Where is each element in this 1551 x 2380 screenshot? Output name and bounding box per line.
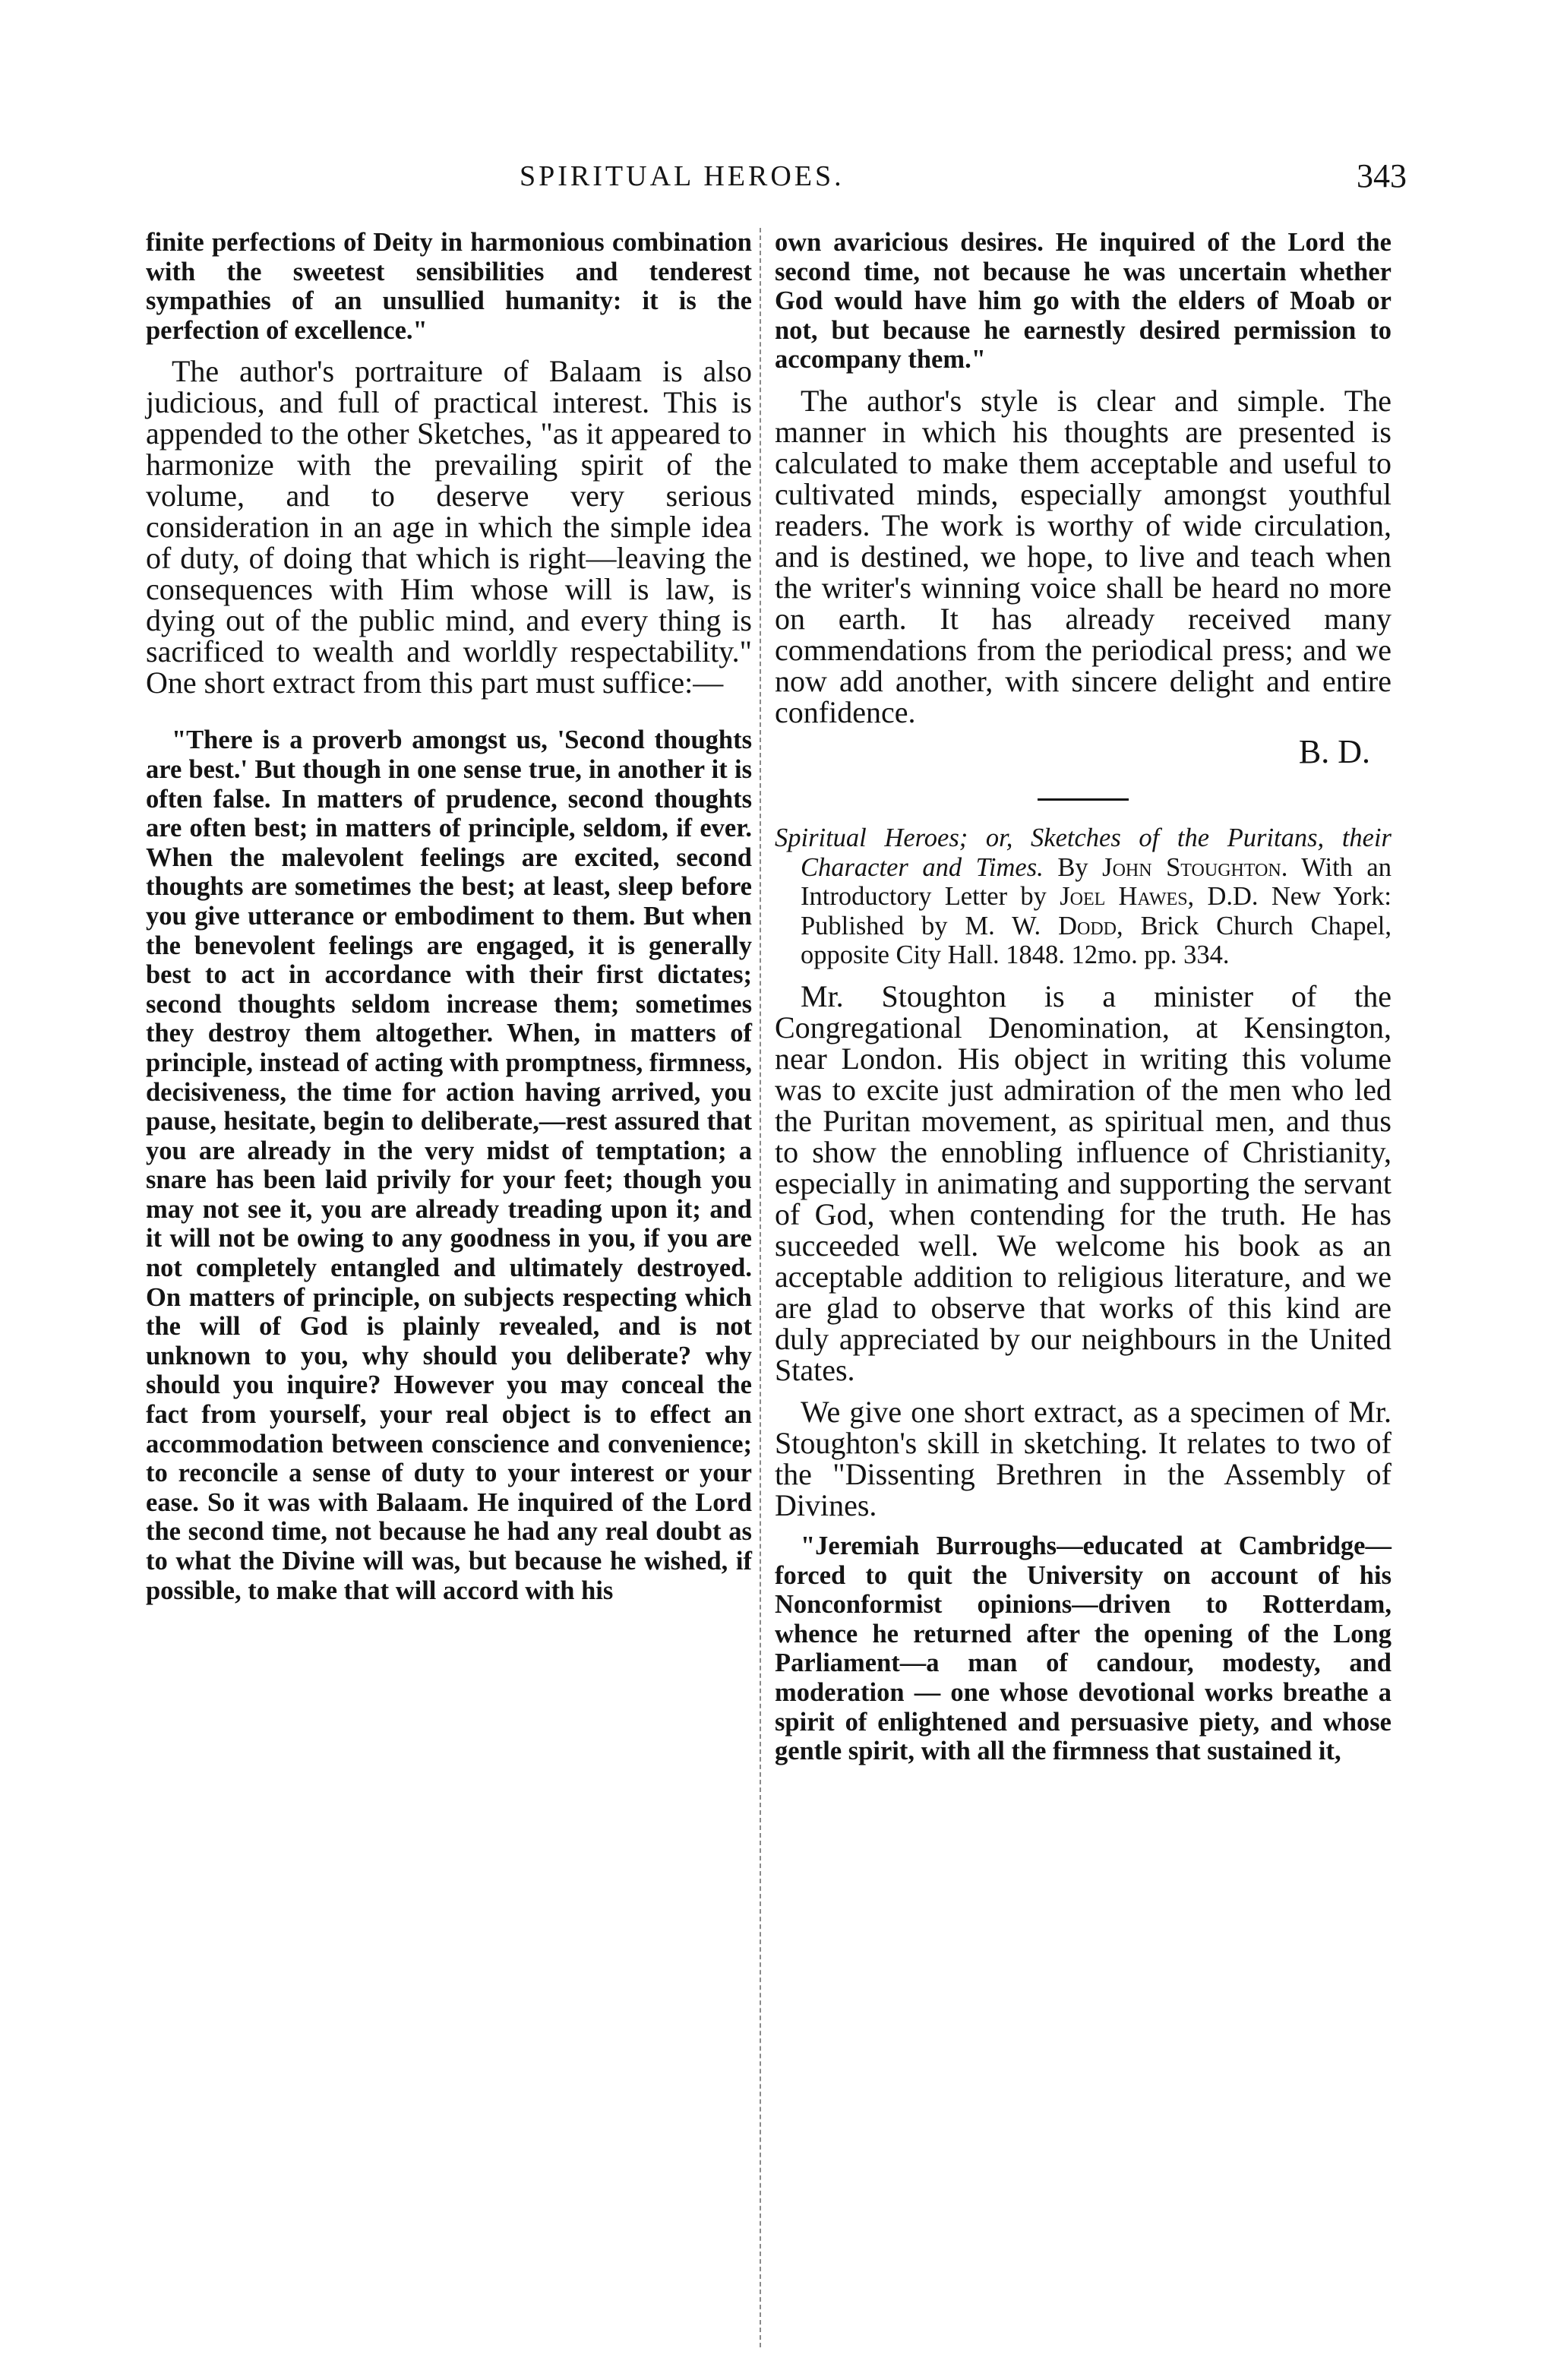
right-extract-quote: "Jeremiah Burroughs—educated at Cambridge—forced to quit the University on account of his Nonconformist opinions—driven to Rotterdam, whence he returned after the opening of the Long Parliament—a man of candour, modesty, and moderation — one whose devotional works breathe a spirit of enlightened and persuasive piety, and whose gentle spirit, with all the firmness that sustained it, [775,1531,1391,1766]
right-paragraph-2: The author's style is clear and simple. The manner in which his thoughts are presented is calculated to make them acceptable and useful to cultivated minds, especially amongst youthful readers. The work is worthy of wide circulation, and is destined, we hope, to live and teach when the writer's winning voice shall be heard no more on earth. It has already received many commendations from the periodical press; and we now add another, with sincere delight and entire confidence. [775,383,1391,729]
section-rule [1038,798,1129,801]
page-header [0,157,1551,205]
page-number: 343 [1357,157,1407,194]
citation-intro-author: Joel Hawes, [1060,882,1195,912]
right-paragraph-1: own avaricious desires. He inquired of the Lord the second time, not because he was uncertain whether God would have him go with the elders of Moab or not, but because he earnestly desired permission to accompany them." [775,228,1391,375]
citation-title: Spiritual Heroes; or, Sketches of the Puritans, their Character and Times. [775,823,1391,882]
review-signature: B. D. [1298,732,1370,770]
right-paragraph-4: We give one short extract, as a specimen of Mr. Stoughton's skill in sketching. It relates to two of the "Dissenting Brethren in the Assembly of Divines. [775,1394,1391,1522]
left-extract-quote: "There is a proverb amongst us, 'Second thoughts are best.' But though in one sense true, in another it is often false. In matters of prudence, second thoughts are often best; in matters of principle, seldom, if ever. When the malevolent feelings are excited, second thoughts are sometimes the best; at least, sleep before you give utterance or embodiment to them. But when the benevolent feelings are engaged, it is generally best to act in accordance with their first dictates; second thoughts seldom increase them; sometimes they destroy them altogether. When, in matters of principle, instead of acting with promptness, firmness, decisiveness, the time for action having arrived, you pause, hesitate, begin to deliberate,—rest assured that you are already in the very midst of temptation; a snare has been laid privily for your feet; though you may not see it, you are already treading upon it; and it will not be owing to any goodness in you, if you are not completely entangled and ultimately destroyed. On matters of principle, on subjects respecting which the will of God is plainly revealed, and is not unknown to you, why should you deliberate? why should you inquire? However you may conceal the fact from yourself, your real object is to effect an accommodation between conscience and convenience; to reconcile a sense of duty to your interest or your ease. So it was with Balaam. He inquired of the Lord the second time, not because he had any real doubt as to what the Divine will was, but because he wished, if possible, to make that will accord with his [146,725,752,1605]
citation-author: John Stoughton. [1102,852,1288,882]
column-divider [760,228,761,2347]
citation-degree: D.D. New York: Published by [801,882,1392,940]
citation-with: With an Introductory Letter by [801,852,1391,912]
citation-by: By [1057,852,1088,882]
left-paragraph-1: finite perfections of Deity in harmonious combination with the sweetest sensibilities and tenderest sympathies of an unsullied humanity: it is the perfection of excellence." [146,228,752,345]
right-column [775,228,1391,1766]
citation-rest: Brick Church Chapel, opposite City Hall. 1848. 12mo. pp. 334. [801,911,1392,970]
book-citation [775,823,1391,970]
left-paragraph-2: The author's portraiture of Balaam is also judicious, and full of practical interest. This is appended to the other Sketches, "as it appeared to harmonize with the prevailing spirit of the volume, and to deserve very serious consideration in an age in which the simple idea of duty, of doing that which is right—leaving the consequences with Him whose will is law, is dying out of the public mind, and every thing is sacrificed to wealth and worldly respectability." One short extract from this part must suffice:— [146,354,752,700]
left-column [146,228,752,1605]
running-head: SPIRITUAL HEROES. [520,160,845,192]
right-paragraph-3: Mr. Stoughton is a minister of the Congregational Denomination, at Kensington, near London. His object in writing this volume was to excite just admiration of the men who led the Puritan movement, as spiritual men, and thus to show the ennobling influence of Christianity, especially in animating and supporting the servant of God, when contending for the truth. He has succeeded well. We welcome his book as an acceptable addition to religious literature, and we are glad to observe that works of this kind are duly appreciated by our neighbours in the United States. [775,978,1391,1387]
citation-publisher: M. W. Dodd, [965,911,1123,940]
